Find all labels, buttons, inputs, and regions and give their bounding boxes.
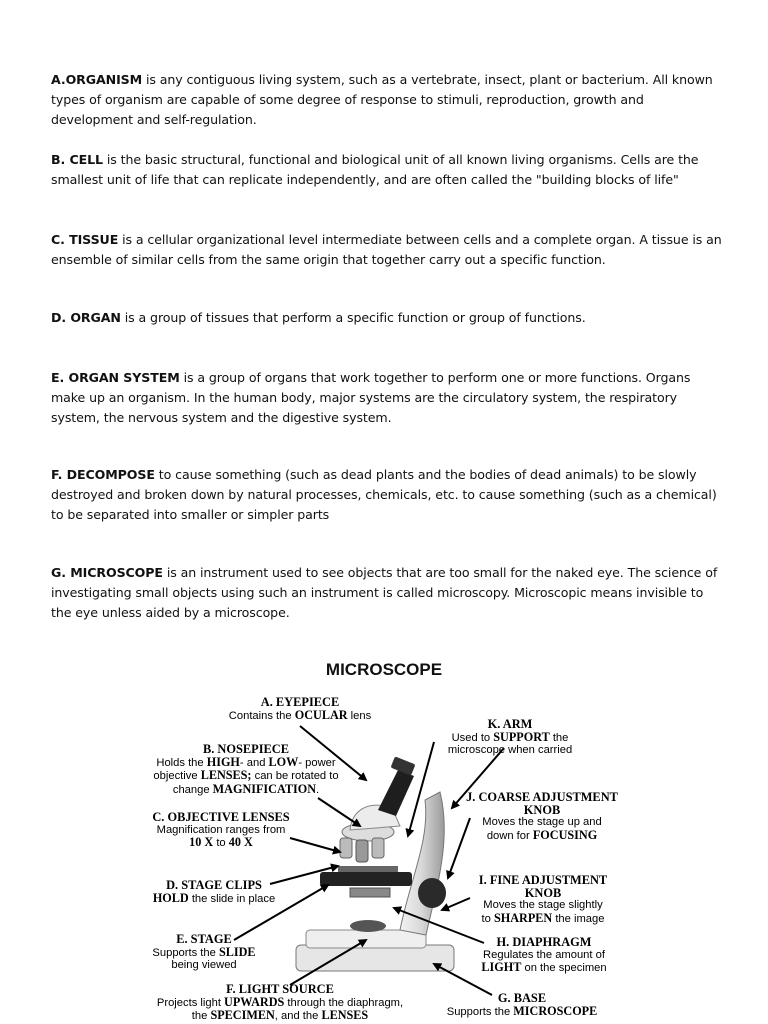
microscope-base [296, 920, 454, 971]
term-organ-system: E. ORGAN SYSTEM [51, 370, 180, 385]
term-microscope: G. MICROSCOPE [51, 565, 163, 580]
label-keyword: LENSES [321, 1008, 369, 1022]
term-cell: B. CELL [51, 152, 103, 167]
label-text: . [316, 783, 320, 796]
label-head: A. EYEPIECE [260, 695, 340, 709]
label-head: G. BASE [497, 991, 547, 1005]
label-keyword: SUPPORT [493, 729, 550, 744]
label-stage [130, 933, 278, 972]
label-text: Contains the [228, 709, 295, 722]
label-fine-adjustment [462, 874, 624, 925]
term-organ: D. ORGAN [51, 310, 121, 325]
label-text: objective [153, 770, 201, 782]
label-text: Supports the [152, 946, 219, 959]
label-keyword: MAGNIFICATION [212, 781, 317, 796]
label-text: down for [486, 829, 533, 842]
label-stage-clips [130, 879, 298, 905]
label-head: B. NOSEPIECE [202, 742, 290, 756]
microscope-stage [320, 866, 412, 886]
term-decompose: F. DECOMPOSE [51, 467, 155, 482]
label-keyword: LOW [268, 754, 299, 769]
label-text: being viewed [171, 959, 237, 971]
label-text: to [213, 837, 229, 849]
label-keyword: SLIDE [218, 944, 256, 959]
label-head: KNOB [523, 802, 561, 817]
label-text: Moves the stage slightly [483, 899, 603, 911]
label-keyword: OCULAR [294, 707, 348, 722]
label-text: the [549, 731, 569, 744]
label-text: microscope when carried [447, 744, 573, 756]
label-arm [424, 718, 596, 757]
label-keyword: HOLD [152, 890, 189, 905]
label-eyepiece [200, 696, 400, 722]
label-text: the image [552, 912, 605, 925]
label-text: Projects light [156, 996, 225, 1009]
definition-text: is the basic structural, functional and biological unit of all known living organisms. Cells are the smallest unit of life that can replicate independently, and are often called the "building blocks of life" [51, 152, 699, 187]
definition-text: is an instrument used to see objects that are too small for the naked eye. The science of investigating small objects using such an instrument is called microscopy. Microscopic means invisible to the eye unless aided by a microscope. [51, 565, 718, 620]
label-keyword: 40 [228, 835, 244, 849]
label-head: J. COARSE ADJUSTMENT [466, 790, 618, 804]
figure-title: MICROSCOPE [325, 660, 443, 679]
label-text: change [172, 783, 213, 796]
label-head: I. FINE ADJUSTMENT [478, 873, 608, 887]
label-text: Magnification ranges from [156, 823, 286, 836]
label-head: E. STAGE [176, 932, 232, 946]
label-diaphragm [460, 936, 628, 975]
label-head: K. ARM [487, 717, 533, 731]
label-head: D. STAGE CLIPS [166, 878, 262, 892]
term-organism: A.ORGANISM [51, 72, 143, 87]
label-head: C. OBJECTIVE LENSES [152, 810, 290, 824]
label-text: the [191, 1010, 211, 1022]
label-objective-lenses [128, 811, 314, 850]
label-text: on the specimen [521, 962, 607, 974]
diaphragm [350, 888, 390, 897]
label-text: Holds the [156, 756, 207, 769]
label-light-source [124, 983, 436, 1023]
label-keyword: MICROSCOPE [513, 1003, 598, 1018]
label-keyword: SPECIMEN [210, 1008, 275, 1022]
fine-adjustment-knob [418, 878, 446, 908]
definition-text: is any contiguous living system, such as a vertebrate, insect, plant or bacterium. All known types of organism are capable of some degree of response to stimuli, reproduction, growth and development and self-regulation. [51, 72, 713, 127]
label-keyword: LENSES; [200, 768, 252, 782]
label-keyword: UPWARDS [224, 994, 285, 1009]
term-tissue: C. TISSUE [51, 232, 119, 247]
definition-text: is a group of organs that work together to perform one or more functions. Organs make up an organism. In the human body, major systems are the circulatory system, the respiratory system, the nervous system and the digestive system. [51, 370, 691, 425]
label-text: to [481, 912, 494, 925]
definition-text: to cause something (such as dead plants and the bodies of dead animals) to be slowly destroyed and broken down by natural processes, chemicals, etc. to cause something (such as a chemical) to be separated into smaller or simpler parts [51, 467, 717, 522]
label-text: Regulates the amount of [483, 948, 605, 961]
label-text: through the diaphragm, [284, 996, 404, 1009]
label-text: , and the [274, 1010, 322, 1022]
label-text: Used to [451, 731, 494, 744]
label-text: can be rotated to [251, 770, 339, 782]
label-coarse-adjustment [452, 791, 632, 842]
label-keyword: 10 [189, 835, 205, 849]
label-keyword: X [244, 835, 253, 849]
label-text: - and [239, 756, 269, 769]
eyepiece-tube [378, 756, 415, 816]
label-text: Supports the [446, 1005, 514, 1018]
label-keyword: HIGH [206, 754, 240, 769]
label-keyword: X [204, 835, 214, 849]
label-text: the slide in place [188, 892, 276, 905]
label-head: H. DIAPHRAGM [496, 935, 592, 949]
label-text: lens [347, 709, 372, 722]
label-text: - power [298, 756, 336, 769]
label-keyword: SHARPEN [493, 910, 553, 925]
label-head: F. LIGHT SOURCE [226, 982, 334, 996]
label-base [432, 992, 612, 1018]
definition-text: is a cellular organizational level intermediate between cells and a complete organ. A tissue is an ensemble of similar cells from the same origin that together carry out a specific function. [51, 232, 722, 267]
definition-text: is a group of tissues that perform a specific function or group of functions. [120, 310, 586, 325]
label-text: Moves the stage up and [482, 816, 602, 828]
label-head: KNOB [524, 885, 562, 900]
arrow-nosepiece [318, 798, 360, 826]
label-keyword: LIGHT [481, 960, 522, 974]
label-nosepiece [130, 743, 362, 796]
label-keyword: FOCUSING [532, 827, 598, 842]
